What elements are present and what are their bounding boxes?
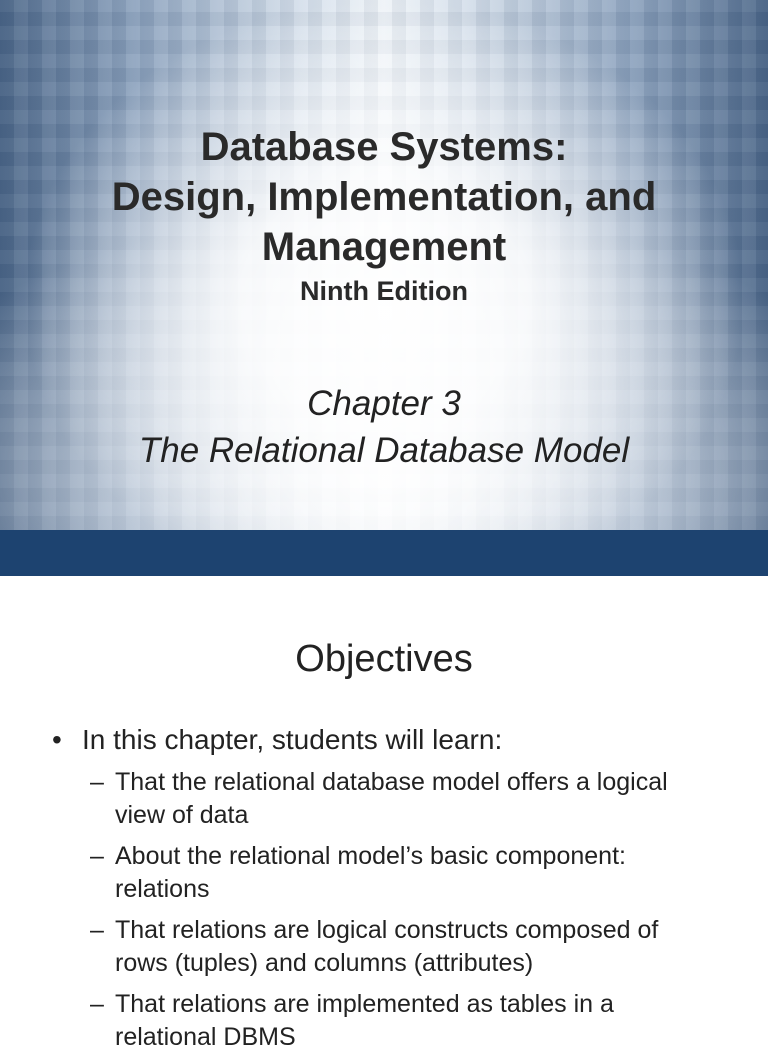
title-slide: [0, 0, 768, 530]
dash-icon: –: [90, 916, 104, 944]
book-title: [0, 122, 768, 308]
objectives-list: [90, 766, 700, 1062]
list-item: [90, 988, 700, 1054]
list-item: [90, 840, 700, 906]
dash-icon: –: [90, 768, 104, 796]
book-title-line-3: Management: [261, 225, 507, 269]
list-item-text: That relations are logical constructs composed of rows (tuples) and columns (attributes): [115, 916, 659, 977]
list-item-text: That relations are implemented as tables in a relational DBMS: [115, 990, 614, 1051]
dash-icon: –: [90, 842, 104, 870]
dash-icon: –: [90, 990, 104, 1018]
objectives-intro-text: In this chapter, students will learn:: [82, 724, 503, 755]
list-item: [90, 914, 700, 980]
edition-label: Ninth Edition: [300, 276, 468, 306]
bullet-icon: •: [52, 724, 62, 755]
book-title-line-1: Database Systems:: [200, 125, 568, 169]
objectives-intro-bullet: [52, 722, 732, 758]
list-item: [90, 766, 700, 832]
list-item-text: That the relational database model offers a logical view of data: [115, 768, 668, 829]
title-slide-footer-band: [0, 530, 768, 576]
chapter-number: Chapter 3: [307, 384, 461, 423]
book-title-line-2: Design, Implementation, and: [111, 175, 657, 219]
chapter-heading: [0, 380, 768, 474]
objectives-slide: [0, 576, 768, 1051]
chapter-title: The Relational Database Model: [138, 431, 630, 470]
objectives-title: Objectives: [295, 638, 473, 680]
list-item-text: About the relational model’s basic component: relations: [115, 842, 626, 903]
